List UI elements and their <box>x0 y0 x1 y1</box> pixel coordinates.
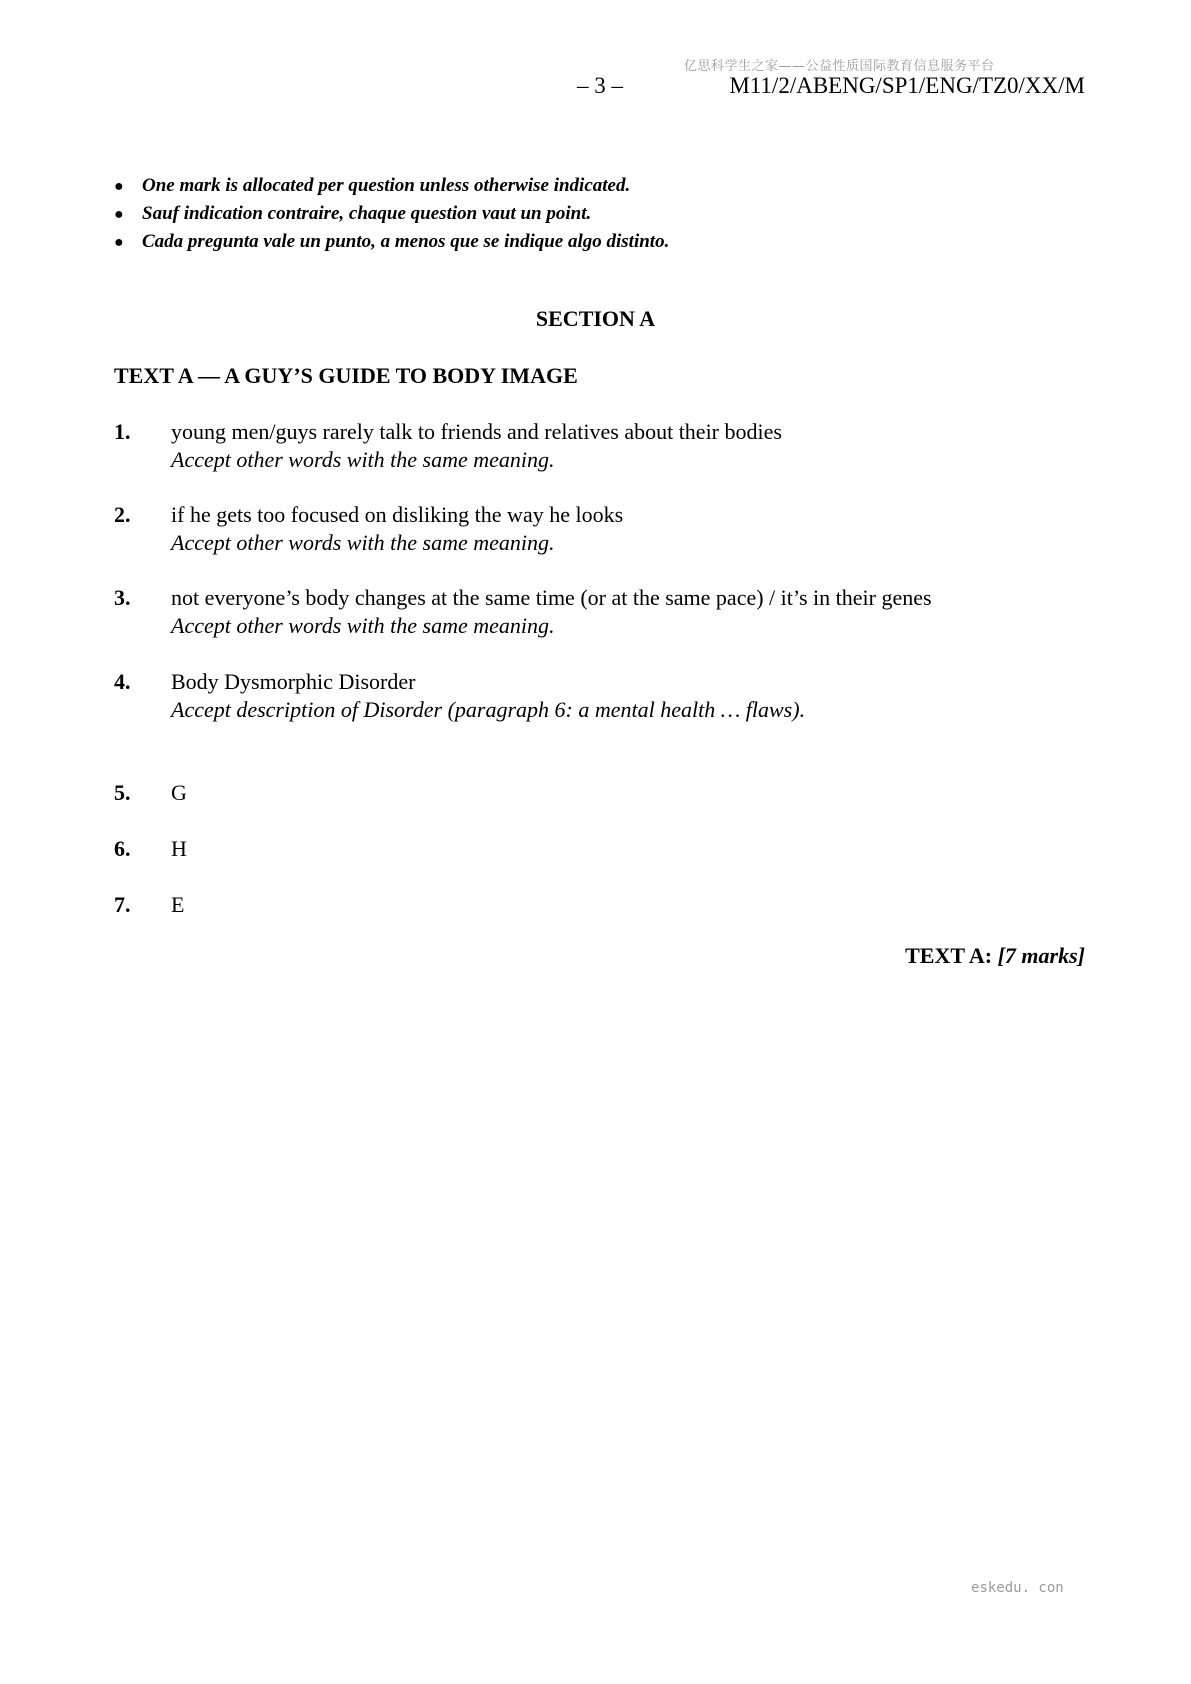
question-note: Accept other words with the same meaning. <box>171 447 555 472</box>
header-watermark: 亿思科学生之家——公益性质国际教育信息服务平台 <box>684 59 995 74</box>
question-answer: H <box>171 836 187 861</box>
question-answer: E <box>171 892 185 917</box>
bullet-icon: ● <box>114 206 124 223</box>
question-body <box>171 779 187 807</box>
total-label: TEXT A: <box>905 943 993 968</box>
question-number: 7. <box>114 892 131 917</box>
question-body <box>171 891 184 919</box>
question-note: Accept other words with the same meaning. <box>171 613 555 638</box>
question-number: 2. <box>114 502 131 527</box>
question-answer: Body Dysmorphic Disorder <box>171 669 416 694</box>
instruction-item <box>114 228 669 256</box>
text-title: TEXT A — A GUY’S GUIDE TO BODY IMAGE <box>114 363 578 388</box>
question-answer: not everyone’s body changes at the same time (or at the same pace) / it’s in their genes <box>171 585 932 610</box>
question-number: 6. <box>114 836 131 861</box>
question-number: 3. <box>114 585 131 610</box>
page-number: – 3 – <box>577 73 623 98</box>
section-title: SECTION A <box>535 306 656 331</box>
footer-watermark: eskedu. con <box>971 1580 1064 1596</box>
instruction-item <box>114 200 669 228</box>
instruction-text: Cada pregunta vale un punto, a menos que se indique algo distinto. <box>142 231 670 252</box>
total-marks: [7 marks] <box>997 943 1085 968</box>
question-note: Accept description of Disorder (paragraph 6: a mental health … flaws). <box>171 697 806 722</box>
question-number: 5. <box>114 780 131 805</box>
question-number: 4. <box>114 669 131 694</box>
section-total <box>905 943 1085 969</box>
bullet-icon: ● <box>114 234 124 251</box>
question-answer: G <box>171 780 187 805</box>
bullet-icon: ● <box>114 178 124 195</box>
instructions-list <box>114 172 669 256</box>
question-body <box>171 418 782 474</box>
question-answer: young men/guys rarely talk to friends and relatives about their bodies <box>171 419 782 444</box>
question-body <box>171 835 187 863</box>
question-body <box>171 501 623 557</box>
question-number: 1. <box>114 419 131 444</box>
document-code: M11/2/ABENG/SP1/ENG/TZ0/XX/M <box>729 73 1085 98</box>
instruction-item <box>114 172 669 200</box>
question-note: Accept other words with the same meaning. <box>171 530 555 555</box>
question-body <box>171 668 805 724</box>
question-body <box>171 584 932 640</box>
instruction-text: Sauf indication contraire, chaque question vaut un point. <box>142 203 592 224</box>
question-answer: if he gets too focused on disliking the way he looks <box>171 502 624 527</box>
instruction-text: One mark is allocated per question unless otherwise indicated. <box>142 175 631 196</box>
